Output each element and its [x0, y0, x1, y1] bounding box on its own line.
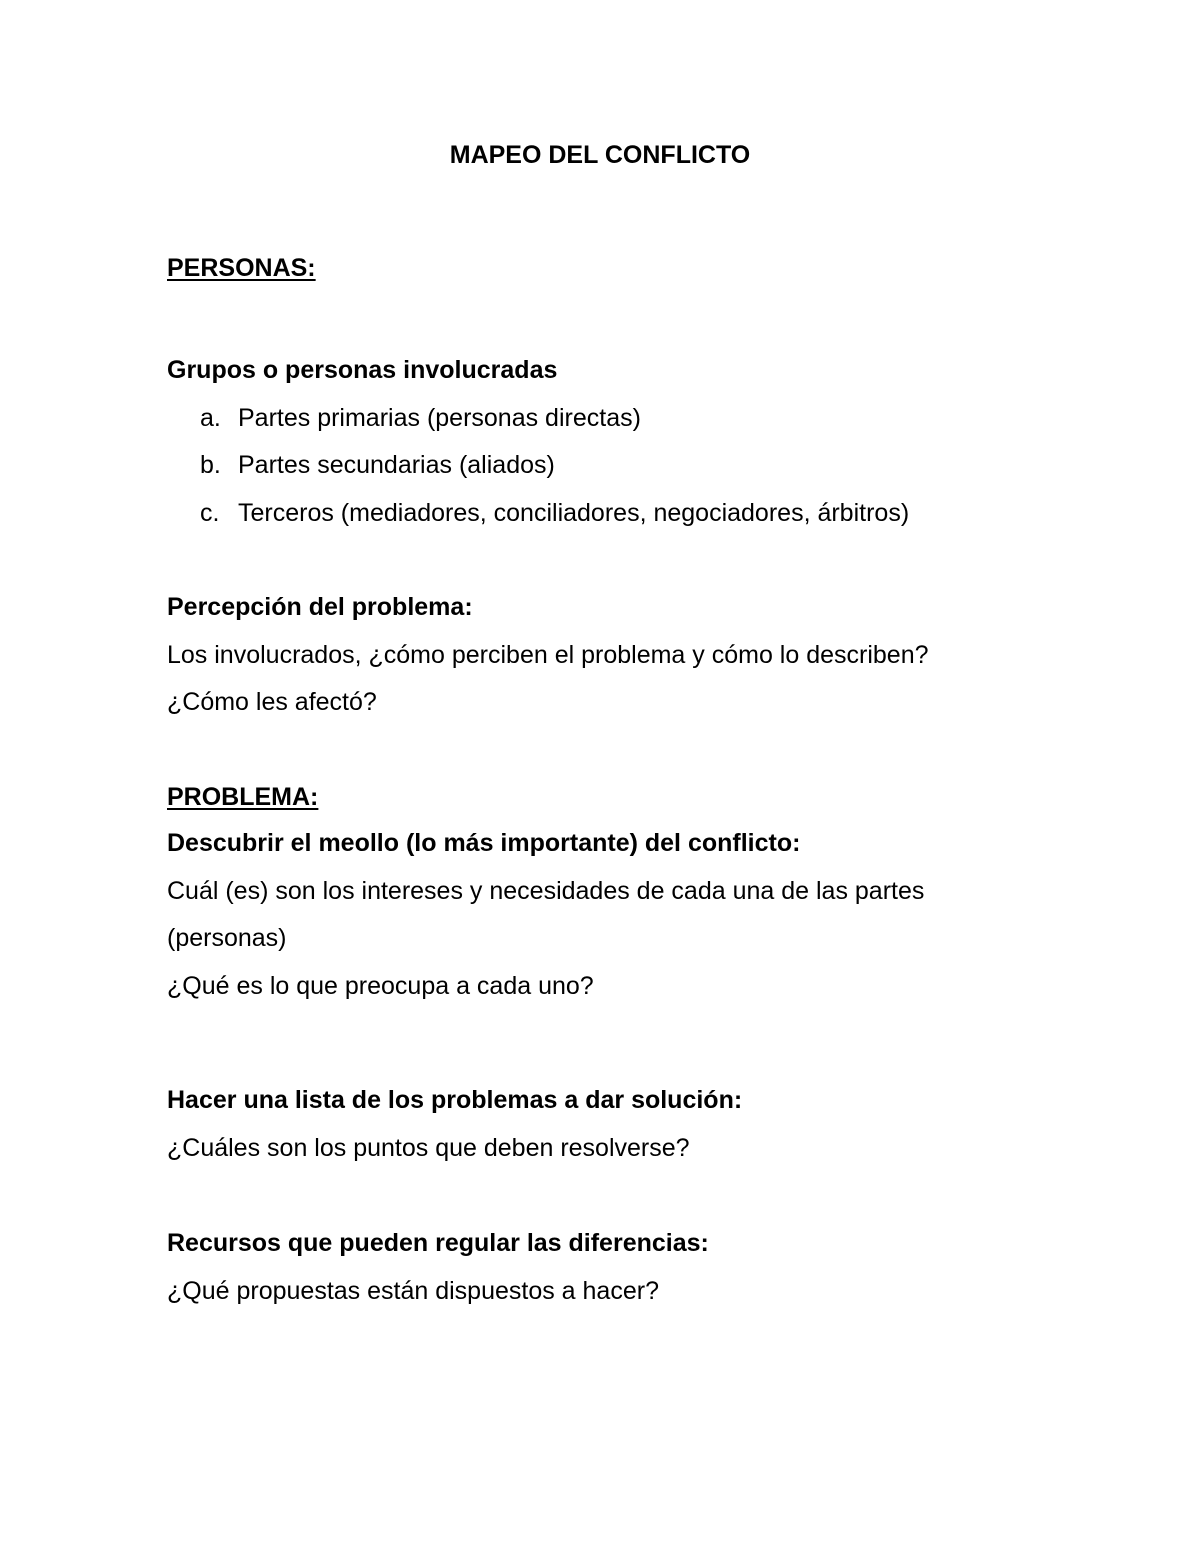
paragraph-line: ¿Qué es lo que preocupa a cada uno? — [167, 972, 594, 1000]
list-item — [200, 450, 555, 480]
list-marker: c. — [200, 499, 220, 527]
subheading-meollo: Descubrir el meollo (lo más importante) del conflicto: — [167, 829, 801, 857]
subheading-grupos: Grupos o personas involucradas — [167, 356, 558, 384]
list-marker: b. — [200, 451, 221, 479]
subheading-lista: Hacer una lista de los problemas a dar solución: — [167, 1086, 743, 1114]
paragraph-line: ¿Cuáles son los puntos que deben resolverse? — [167, 1134, 690, 1162]
paragraph-line: Los involucrados, ¿cómo perciben el problema y cómo lo describen? — [167, 641, 929, 669]
paragraph-line: ¿Qué propuestas están dispuestos a hacer? — [167, 1277, 659, 1305]
section-heading-personas: PERSONAS: — [167, 254, 316, 282]
paragraph-line: ¿Cómo les afectó? — [167, 688, 377, 716]
paragraph-line: Cuál (es) son los intereses y necesidades de cada una de las partes — [167, 877, 925, 905]
list-item-text: Terceros (mediadores, conciliadores, negociadores, árbitros) — [238, 499, 910, 527]
document-title: MAPEO DEL CONFLICTO — [449, 141, 751, 169]
list-item — [200, 403, 641, 433]
section-heading-problema: PROBLEMA: — [167, 783, 319, 811]
subheading-recursos: Recursos que pueden regular las diferencias: — [167, 1229, 709, 1257]
subheading-percepcion: Percepción del problema: — [167, 593, 473, 621]
list-item-text: Partes primarias (personas directas) — [238, 404, 641, 432]
paragraph-line: (personas) — [167, 924, 287, 952]
list-item — [200, 498, 909, 528]
list-item-text: Partes secundarias (aliados) — [238, 451, 555, 479]
list-marker: a. — [200, 404, 221, 432]
